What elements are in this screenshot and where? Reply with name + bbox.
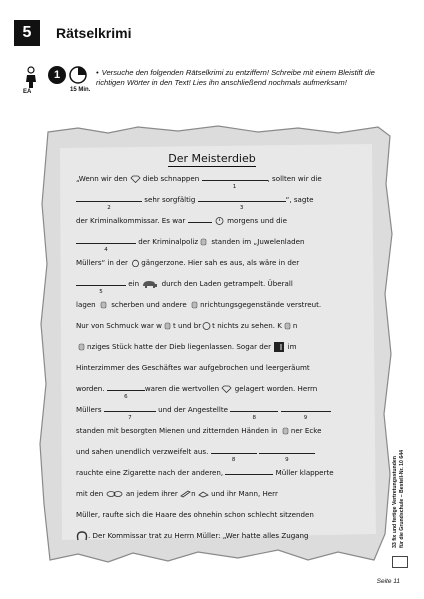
story-line: „Wenn wir den dieb schnappen 1 , sollten wir die <box>76 174 322 190</box>
section-number-badge: 5 <box>14 20 40 46</box>
ice-cube-icon <box>198 238 209 246</box>
ice-cube-icon <box>76 343 87 351</box>
story-line: 4 der Kriminalpoliz standen im „Juwelenladen <box>76 235 366 256</box>
ice-cube-icon <box>189 301 200 309</box>
safe-icon <box>273 341 285 353</box>
story-line: 2 sehr sorgfältig 3 “, sagte <box>76 193 366 214</box>
blank-field[interactable]: 6 <box>107 382 145 391</box>
blank-field[interactable]: 5 <box>76 277 126 286</box>
story-line: der Kriminalkommissar. Es war morgens und die <box>76 216 288 225</box>
story-line: Müller, raufte sich die Haare des ohnehin schon schlecht sitzenden <box>76 510 314 519</box>
page-number: Seite 11 <box>376 578 400 585</box>
clock-icon <box>214 217 225 225</box>
publisher-subtitle: für die Grundschule – Bestell-Nr. 10 644 <box>399 449 405 548</box>
story-line: Nur von Schmuck war w t und br t nichts zu sehen. K n <box>76 321 298 330</box>
chain-icon <box>106 490 124 498</box>
diamond-icon <box>130 175 141 183</box>
story-line: standen mit besorgten Mienen und zitternden Händen in ner Ecke <box>76 426 322 435</box>
clock-icon <box>69 66 87 84</box>
bullet: • <box>96 68 99 77</box>
page-title: Rätselkrimi <box>56 25 132 41</box>
duration-label: 15 Min. <box>70 87 91 93</box>
hands-icon <box>198 490 209 498</box>
blank-field[interactable]: 8 <box>211 445 257 454</box>
story-line: Hinterzimmer des Geschäftes war aufgebrochen und leergeräumt <box>76 363 310 372</box>
story-line: 5 ein durch den Laden getrampelt. Überall <box>76 277 366 298</box>
blank-field[interactable]: 9 <box>281 403 331 412</box>
story-line: Müllers 7 und der Angestellte 8 9 <box>76 403 366 424</box>
finger-icon <box>180 490 191 498</box>
publisher-info <box>392 430 405 550</box>
blank-field[interactable]: 4 <box>76 235 136 244</box>
story-line: . Der Kommissar trat zu Herrn Müller: „Wer hatte alles Zugang <box>76 529 366 550</box>
blank-field[interactable] <box>188 214 212 223</box>
instructions-text: Versuche den folgenden Rätselkrimi zu entziffern! Schreibe mit einem Bleistift die richtigen Wörter in den Text! Lies ihn anschließend nochmals aufmerksam! <box>96 68 375 87</box>
step-number: 1 <box>48 66 66 84</box>
clock-icon <box>201 322 212 330</box>
elephant-icon <box>141 280 159 288</box>
publisher-logo <box>392 556 408 568</box>
ice-cube-icon <box>162 322 173 330</box>
story-line: mit den an jedem ihrer n und ihr Mann, Herr <box>76 489 278 498</box>
instructions <box>96 68 396 88</box>
story-line: Müllers“ in der gängerzone. Hier sah es aus, als wäre in der <box>76 258 300 267</box>
person-icon <box>24 66 38 88</box>
blank-field[interactable] <box>225 466 273 475</box>
story-line: und sahen unendlich verzweifelt aus. 8 9 <box>76 445 366 466</box>
ice-cube-icon <box>282 322 293 330</box>
diamond-icon <box>221 385 232 393</box>
blank-field[interactable]: 3 <box>198 193 286 202</box>
story-title: Der Meisterdieb <box>168 152 256 165</box>
horseshoe-icon <box>76 531 88 541</box>
ice-cube-icon <box>98 301 109 309</box>
blank-field[interactable]: 7 <box>104 403 156 412</box>
footprint-icon <box>130 259 141 267</box>
blank-field[interactable]: 2 <box>76 193 142 202</box>
publisher-title: 33 fix und fertige Vertretungsstunden <box>392 456 398 548</box>
story-line: nziges Stück hatte der Dieb liegenlassen. Sogar der im <box>76 340 366 361</box>
blank-field[interactable]: 8 <box>230 403 278 412</box>
blank-field[interactable]: 1 <box>202 172 268 181</box>
story-line: rauchte eine Zigarette nach der anderen, Müller klapperte <box>76 468 334 477</box>
ice-cube-icon <box>280 427 291 435</box>
story-text <box>76 172 366 550</box>
story-line: lagen scherben und andere nrichtungsgegenstände verstreut. <box>76 300 322 309</box>
blank-field[interactable]: 9 <box>259 445 315 454</box>
story-line: worden. 6 waren die wertvollen gelagert worden. Herrn <box>76 384 318 400</box>
work-form-label: EA <box>23 89 32 95</box>
